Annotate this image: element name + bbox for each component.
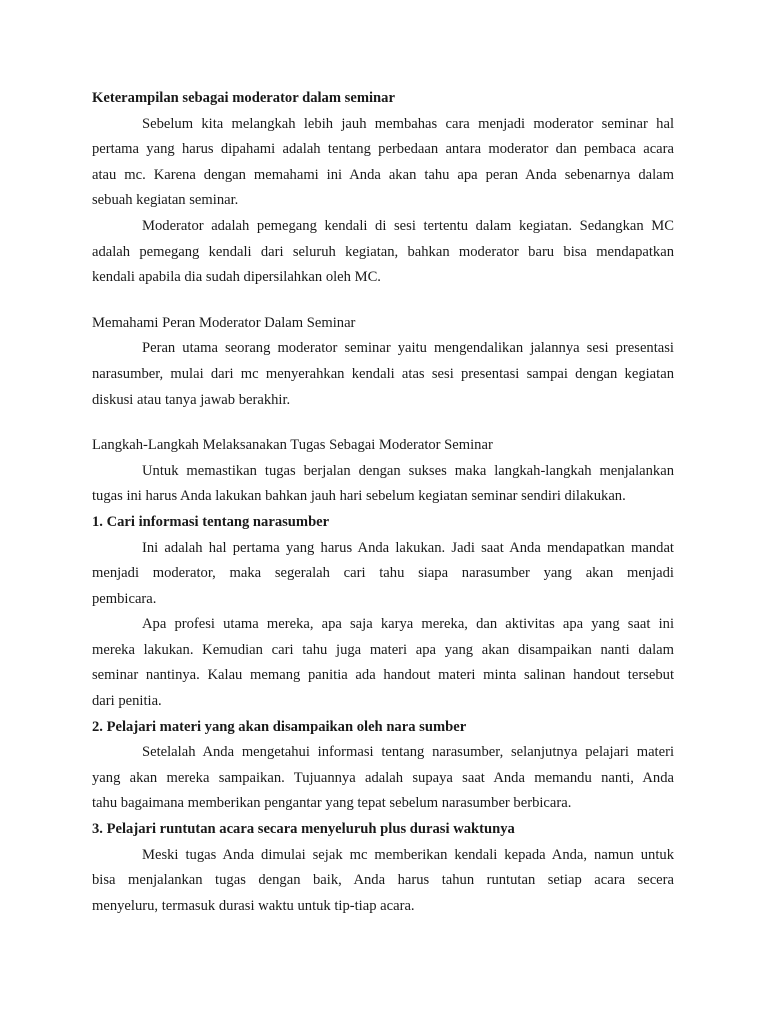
intro-paragraph-2 <box>92 214 674 291</box>
text-line: Setelalah Anda mengetahui informasi tentang narasumber, selanjutnya pelajari materi <box>142 744 674 761</box>
text-line: diskusi atau tanya jawab berakhir. <box>92 391 291 408</box>
text-line: Meski tugas Anda dimulai sejak mc memberikan kendali kepada Anda, namun untuk <box>142 846 674 863</box>
step-heading: 3. Pelajari runtutan acara secara menyeluruh plus durasi waktunya <box>92 821 515 838</box>
text-line: bisa menjalankan tugas dengan baik, Anda harus tahun runtutan setiap acara secera <box>92 872 674 889</box>
text-line: menyeluru, termasuk durasi waktu untuk tip-tiap acara. <box>92 897 415 914</box>
text-line: kendali apabila dia sudah dipersilahkan oleh MC. <box>92 269 381 286</box>
text-line: Ini adalah hal pertama yang harus Anda lakukan. Jadi saat Anda mendapatkan mandat <box>142 539 674 556</box>
step3-paragraph <box>92 843 674 920</box>
text-line: Moderator adalah pemegang kendali di sesi tertentu dalam kegiatan. Sedangkan MC <box>142 217 674 234</box>
text-line: dari penitia. <box>92 693 162 710</box>
text-line: seminar nantinya. Kalau memang panitia ada handout materi minta salinan handout tersebut <box>92 667 674 684</box>
step-heading: 2. Pelajari materi yang akan disampaikan oleh nara sumber <box>92 718 467 735</box>
text-line: Peran utama seorang moderator seminar yaitu mengendalikan jalannya sesi presentasi <box>142 340 674 357</box>
text-line: pertama yang harus dipahami adalah tentang perbedaan antara moderator dan pembaca acara <box>92 141 674 158</box>
document-title: Keterampilan sebagai moderator dalam seminar <box>92 90 395 106</box>
text-line: tugas ini harus Anda lakukan bahkan jauh hari sebelum kegiatan seminar sendiri dilakukan. <box>92 488 626 505</box>
text-line: tahu bagaimana memberikan pengantar yang tepat sebelum narasumber berbicara. <box>92 795 572 812</box>
section-heading: Memahami Peran Moderator Dalam Seminar <box>92 314 356 331</box>
section2-paragraph <box>92 459 674 510</box>
text-line: Sebelum kita melangkah lebih jauh membahas cara menjadi moderator seminar hal <box>142 115 674 132</box>
section1-paragraph <box>92 336 674 413</box>
step1-paragraph-2 <box>92 612 674 714</box>
section-heading: Langkah-Langkah Melaksanakan Tugas Sebagai Moderator Seminar <box>92 437 493 454</box>
text-line: sebuah kegiatan seminar. <box>92 192 239 209</box>
text-line: yang akan mereka sampaikan. Tujuannya adalah supaya saat Anda memandu nanti, Anda <box>92 769 674 786</box>
text-line: Untuk memastikan tugas berjalan dengan sukses maka langkah-langkah menjalankan <box>142 462 674 479</box>
intro-paragraph-1 <box>92 112 674 214</box>
step-heading: 1. Cari informasi tentang narasumber <box>92 513 330 530</box>
section-gap <box>92 291 674 311</box>
step1-paragraph-1 <box>92 536 674 613</box>
step2-paragraph <box>92 740 674 817</box>
text-line: pembicara. <box>92 590 157 607</box>
text-line: atau mc. Karena dengan memahami ini Anda akan tahu apa peran Anda sebenarnya dalam <box>92 166 674 183</box>
text-line: narasumber, mulai dari mc menyerahkan kendali atas sesi presentasi sampai dengan kegiatan <box>92 365 674 382</box>
text-line: adalah pemegang kendali dari seluruh kegiatan, bahkan moderator baru bisa mendapatkan <box>92 243 674 260</box>
text-line: Apa profesi utama mereka, apa saja karya mereka, dan aktivitas apa yang saat ini <box>142 616 674 633</box>
text-line: menjadi moderator, maka segeralah cari tahu siapa narasumber yang akan menjadi <box>92 565 674 582</box>
section-gap <box>92 413 674 433</box>
document-page <box>92 86 674 919</box>
text-line: mereka lakukan. Kemudian cari tahu juga materi apa yang akan disampaikan nanti dalam <box>92 641 674 658</box>
